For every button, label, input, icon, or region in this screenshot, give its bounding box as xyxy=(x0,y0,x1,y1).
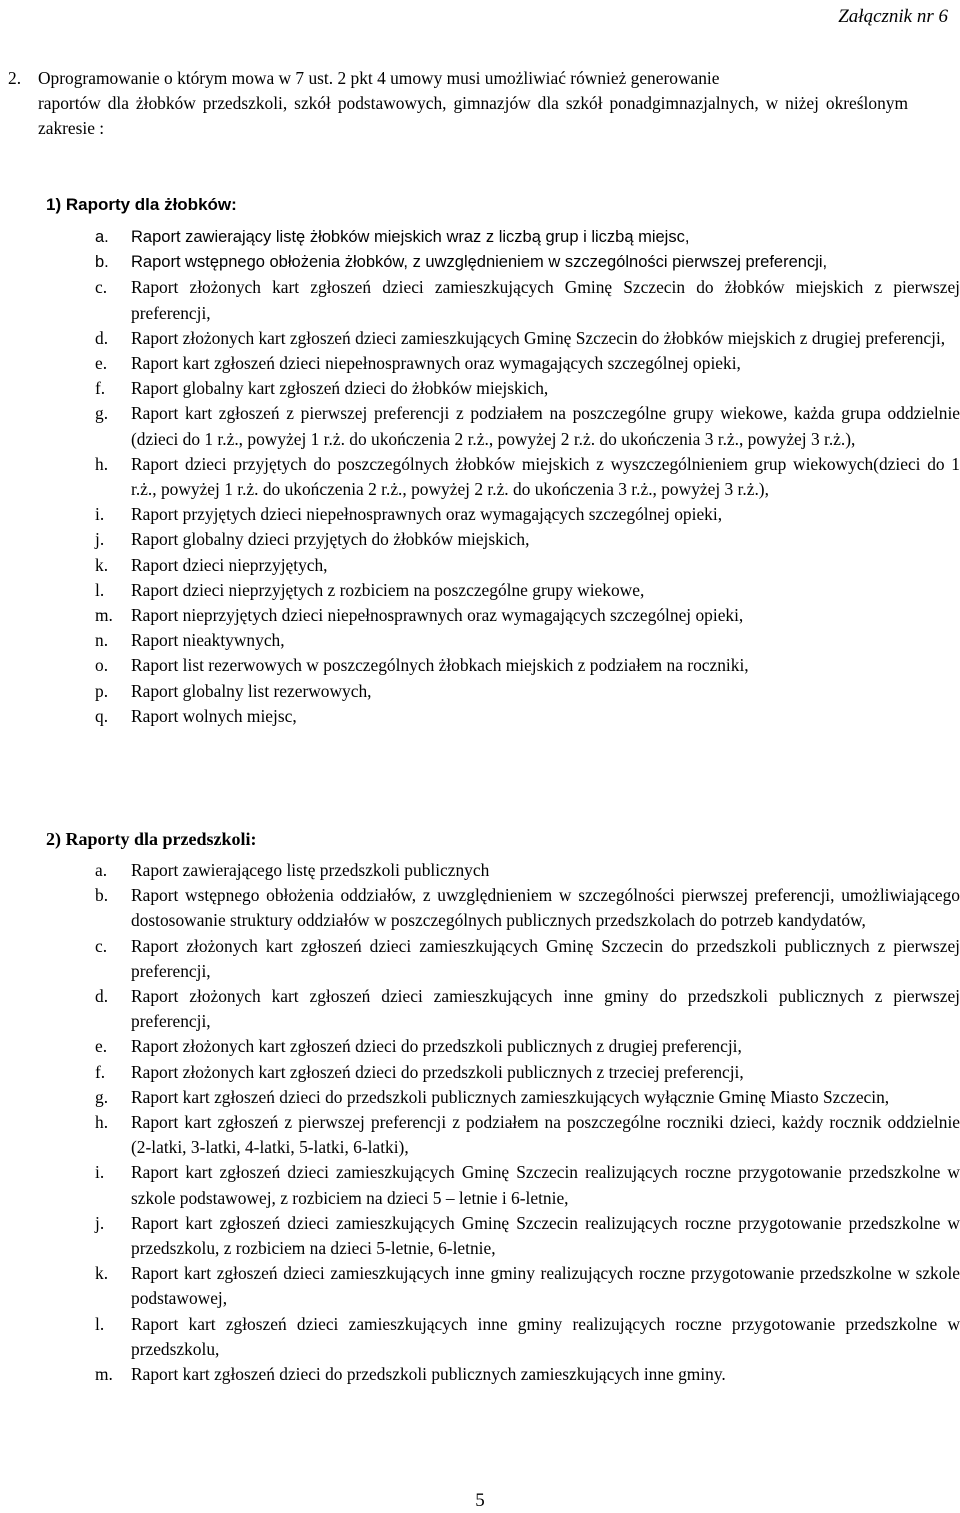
list-item-letter: d. xyxy=(95,986,109,1007)
list-item xyxy=(95,250,960,275)
list-item-letter: h. xyxy=(95,1112,109,1133)
list-item xyxy=(95,275,960,325)
list-item xyxy=(95,326,960,351)
list-item-text: Raport złożonych kart zgłoszeń dzieci do przedszkoli publicznych z trzeciej preferencji, xyxy=(131,1061,744,1082)
list-item-text: Raport złożonych kart zgłoszeń dzieci do przedszkoli publicznych z drugiej preferencji, xyxy=(131,1036,742,1057)
list-item-letter: p. xyxy=(95,680,109,701)
list-item-letter: a. xyxy=(95,228,109,246)
list-item xyxy=(95,858,960,883)
list-item-letter: i. xyxy=(95,1162,105,1183)
list-item-letter: f. xyxy=(95,378,106,399)
list-item-letter: j. xyxy=(95,1212,105,1233)
list-item-text: Raport globalny kart zgłoszeń dzieci do żłobków miejskich, xyxy=(131,378,549,399)
list-item-text: Raport wstępnego obłożenia żłobków, z uwzględnieniem w szczególności pierwszej preferencji, xyxy=(131,253,828,272)
list-item xyxy=(95,883,960,933)
list-item xyxy=(95,578,960,603)
list-item-letter: e. xyxy=(95,353,108,374)
list-item xyxy=(95,376,960,401)
list-item xyxy=(95,653,960,678)
list-item-text: Raport kart zgłoszeń dzieci zamieszkujących Gminę Szczecin realizujących roczne przygotowanie przedszkolne w przedszkolu, z rozbiciem na dzieci 5-letnie, 6-letnie, xyxy=(131,1212,960,1259)
list-item-text: Raport dzieci przyjętych do poszczególnych żłobków miejskich z wyszczególnieniem grup wiekowych(dzieci do 1 r.ż., powyżej 1 r.ż. do ukończenia 2 r.ż., powyżej 2 r.ż. do ukończenia 3 r.ż., powyżej 3 r.ż.), xyxy=(131,453,960,500)
section-title-preschools: 2) Raporty dla przedszkoli: xyxy=(46,829,257,849)
list-item-text: Raport list rezerwowych w poszczególnych żłobkach miejskich z podziałem na roczniki, xyxy=(131,655,749,676)
list-item-letter: k. xyxy=(95,1263,109,1284)
list-item-text: Raport kart zgłoszeń z pierwszej preferencji z podziałem na poszczególne grupy wiekowe, każda grupa oddzielnie (dzieci do 1 r.ż., powyżej 1 r.ż. do ukończenia 2 r.ż., powyżej 2 r.ż. do ukończenia 3 r.ż., powyżej 3 r.ż.), xyxy=(131,403,960,449)
intro-continuation: raportów dla żłobków przedszkoli, szkół podstawowych, gimnazjów dla szkół ponadgimnazjalnych, w niżej określonym zakresie : xyxy=(38,93,908,139)
list-item-letter: m. xyxy=(95,605,113,626)
list-item-text: Raport globalny list rezerwowych, xyxy=(131,680,372,701)
list-item-text: Raport globalny dzieci przyjętych do żłobków miejskich, xyxy=(131,529,530,550)
list-item-text: Raport złożonych kart zgłoszeń dzieci zamieszkujących inne gminy do przedszkoli publicznych z pierwszej preferencji, xyxy=(131,986,960,1032)
list-item-letter: b. xyxy=(95,885,109,906)
list-item-letter: c. xyxy=(95,277,108,298)
list-item xyxy=(95,1060,960,1085)
list-item-letter: l. xyxy=(95,1313,105,1334)
list-item-text: Raport złożonych kart zgłoszeń dzieci zamieszkujących Gminę Szczecin do przedszkoli publicznych z pierwszej preferencji, xyxy=(131,935,960,981)
list-item xyxy=(95,628,960,653)
list-item xyxy=(95,704,960,729)
list-item-letter: q. xyxy=(95,705,109,726)
list-item-text: Raport kart zgłoszeń dzieci do przedszkoli publicznych zamieszkujących wyłącznie Gminę Miasto Szczecin, xyxy=(131,1086,890,1107)
list-item-text: Raport kart zgłoszeń z pierwszej preferencji z podziałem na poszczególne roczniki dzieci, każdy rocznik oddzielnie (2-latki, 3-latki, 4-latki, 5-latki, 6-latki), xyxy=(131,1112,960,1158)
intro-first-line xyxy=(8,66,908,91)
list-item-letter: j. xyxy=(95,529,105,550)
nursery-reports-list xyxy=(95,225,960,729)
list-item-text: Raport dzieci nieprzyjętych, xyxy=(131,554,328,575)
list-item-letter: b. xyxy=(95,253,109,272)
list-item-letter: m. xyxy=(95,1364,113,1385)
preschool-reports-list xyxy=(95,858,960,1387)
list-item xyxy=(95,502,960,527)
list-item xyxy=(95,984,960,1034)
list-item xyxy=(95,603,960,628)
section-title-nurseries: 1) Raporty dla żłobków: xyxy=(46,195,237,214)
list-item xyxy=(95,225,960,250)
list-item-text: Raport nieprzyjętych dzieci niepełnosprawnych oraz wymagających szczególnej opieki, xyxy=(131,605,744,626)
list-item-letter: a. xyxy=(95,860,108,880)
list-item-text: Raport kart zgłoszeń dzieci do przedszkoli publicznych zamieszkujących inne gminy. xyxy=(131,1364,726,1385)
list-item-text: Raport nieaktywnych, xyxy=(131,630,285,651)
list-item xyxy=(95,452,960,502)
list-item xyxy=(95,1362,960,1387)
list-item-letter: g. xyxy=(95,403,109,424)
intro-line1: Oprogramowanie o którym mowa w 7 ust. 2 pkt 4 umowy musi umożliwiać również generowanie xyxy=(38,68,720,88)
list-item-text: Raport przyjętych dzieci niepełnosprawnych oraz wymagających szczególnej opieki, xyxy=(131,504,723,525)
list-item-letter: l. xyxy=(95,579,105,600)
list-item-letter: i. xyxy=(95,504,105,525)
intro-number: 2. xyxy=(8,68,22,88)
list-item-text: Raport złożonych kart zgłoszeń dzieci zamieszkujących Gminę Szczecin do żłobków miejskich z drugiej preferencji, xyxy=(131,327,946,348)
list-item xyxy=(95,1110,960,1160)
list-item xyxy=(95,1211,960,1261)
list-item-text: Raport kart zgłoszeń dzieci zamieszkujących inne gminy realizujących roczne przygotowanie przedszkolne w przedszkolu, xyxy=(131,1313,960,1359)
intro-paragraph xyxy=(8,66,908,142)
list-item-letter: n. xyxy=(95,630,109,651)
list-item-text: Raport dzieci nieprzyjętych z rozbiciem na poszczególne grupy wiekowe, xyxy=(131,579,645,600)
list-item-text: Raport zawierający listę żłobków miejskich wraz z liczbą grup i liczbą miejsc, xyxy=(131,228,690,246)
list-item-letter: k. xyxy=(95,554,109,575)
list-item xyxy=(95,351,960,376)
list-item-text: Raport złożonych kart zgłoszeń dzieci zamieszkujących Gminę Szczecin do żłobków miejskich z pierwszej preferencji, xyxy=(131,277,960,323)
list-item-letter: h. xyxy=(95,453,109,474)
list-item xyxy=(95,553,960,578)
list-item xyxy=(95,1312,960,1362)
list-item xyxy=(95,934,960,984)
list-item xyxy=(95,1261,960,1311)
list-item-text: Raport kart zgłoszeń dzieci niepełnosprawnych oraz wymagających szczególnej opieki, xyxy=(131,353,741,374)
list-item-text: Raport zawierającego listę przedszkoli publicznych xyxy=(131,860,490,880)
list-item xyxy=(95,679,960,704)
list-item-letter: f. xyxy=(95,1061,106,1082)
list-item-letter: o. xyxy=(95,655,109,676)
list-item xyxy=(95,527,960,552)
attachment-label: Załącznik nr 6 xyxy=(838,6,948,27)
list-item-text: Raport wolnych miejsc, xyxy=(131,705,297,726)
list-item-letter: e. xyxy=(95,1036,108,1057)
list-item xyxy=(95,1034,960,1059)
list-item-text: Raport kart zgłoszeń dzieci zamieszkujących inne gminy realizujących roczne przygotowanie przedszkolne w szkole podstawowej, xyxy=(131,1263,960,1309)
list-item xyxy=(95,1085,960,1110)
list-item-text: Raport wstępnego obłożenia oddziałów, z uwzględnieniem w szczególności pierwszej preferencji, umożliwiającego dostosowanie struktury oddziałów w poszczególnych publicznych przedszkolach do potrzeb kandydatów, xyxy=(131,885,960,931)
page-number: 5 xyxy=(475,1490,485,1511)
list-item-letter: d. xyxy=(95,327,109,348)
list-item-letter: g. xyxy=(95,1086,109,1107)
list-item-letter: c. xyxy=(95,935,108,956)
list-item xyxy=(95,1160,960,1210)
list-item xyxy=(95,401,960,451)
list-item-text: Raport kart zgłoszeń dzieci zamieszkujących Gminę Szczecin realizujących roczne przygotowanie przedszkolne w szkole podstawowej, z rozbiciem na dzieci 5 – letnie i 6-letnie, xyxy=(131,1162,960,1208)
